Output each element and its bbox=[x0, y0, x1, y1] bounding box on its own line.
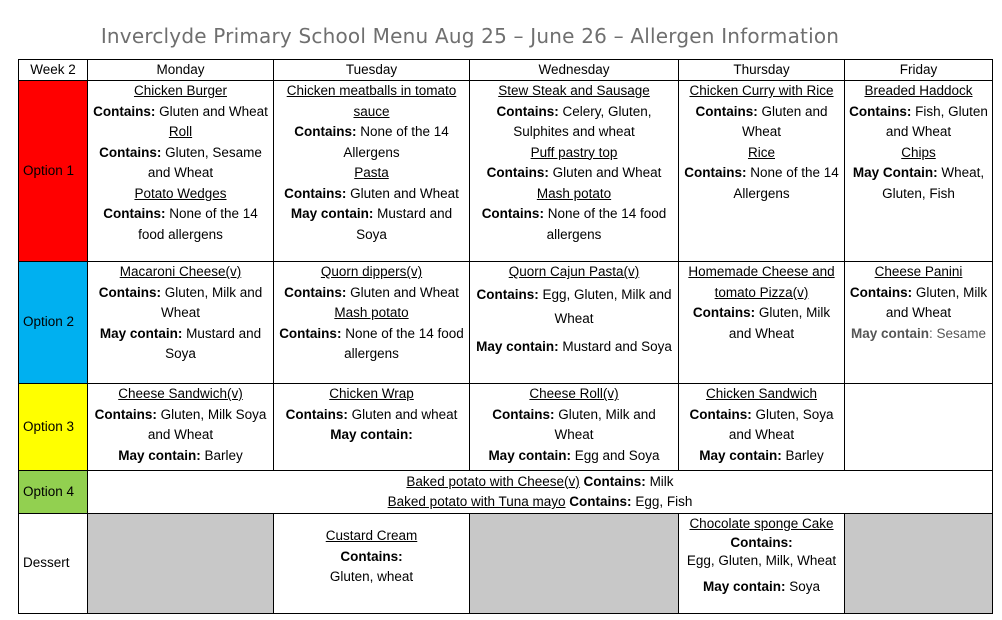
allergen-info: Contains: Gluten and wheat bbox=[285, 406, 458, 422]
allergen-info: Contains: None of the 14 food allergens bbox=[279, 325, 464, 361]
week-label: Week 2 bbox=[19, 60, 88, 81]
contains-label: Contains: bbox=[730, 534, 793, 550]
option2-friday-cell bbox=[845, 262, 993, 384]
allergen-info: Contains: Gluten, Milk and Wheat bbox=[492, 406, 656, 442]
allergen-info: Contains: None of the 14 food allergens bbox=[103, 206, 258, 242]
menu-item-name: Quorn Cajun Pasta(v) bbox=[508, 264, 640, 279]
menu-item-name: Cheese Sandwich(v) bbox=[118, 386, 243, 401]
option4-row bbox=[19, 471, 993, 514]
option1-tuesday-cell bbox=[274, 81, 470, 262]
menu-item: Baked potato with Cheese(v) Contains: Milk bbox=[406, 473, 674, 489]
menu-item-name: Quorn dippers(v) bbox=[320, 264, 423, 279]
menu-item-name: Chicken meatballs in tomato sauce bbox=[286, 83, 457, 119]
page-title: Inverclyde Primary School Menu Aug 25 – June 26 – Allergen Information bbox=[100, 24, 840, 48]
allergen-info: Contains: Gluten and Wheat bbox=[486, 165, 662, 180]
may-contain-info: May contain: Mustard and Soya bbox=[476, 338, 672, 354]
allergen-info: Contains: Gluten, Milk and Wheat bbox=[98, 284, 263, 320]
menu-item-name: Chicken Wrap bbox=[329, 386, 414, 401]
menu-item-name: Mash potato bbox=[334, 305, 409, 320]
allergen-info: Contains: Fish, Gluten and Wheat bbox=[849, 103, 988, 139]
menu-item-name: Roll bbox=[168, 124, 193, 139]
menu-item-name: Mash potato bbox=[536, 185, 612, 201]
may-contain-info: May contain: Barley bbox=[118, 447, 243, 463]
day-header-thursday: Thursday bbox=[679, 60, 845, 81]
menu-item-name: Cheese Roll(v) bbox=[529, 386, 619, 401]
allergen-info: Contains: Egg, Gluten, Milk and Wheat bbox=[476, 286, 672, 326]
menu-item-name: Chicken Sandwich bbox=[705, 386, 818, 401]
dessert-tuesday-cell bbox=[274, 514, 470, 614]
menu-item-name: Chicken Curry with Rice bbox=[689, 83, 834, 98]
allergen-info: Contains: Gluten, Milk and Wheat bbox=[692, 305, 831, 341]
may-contain-info: May contain: Mustard and Soya bbox=[290, 206, 453, 242]
option2-label: Option 2 bbox=[19, 262, 88, 384]
may-contain-info: May contain: bbox=[330, 427, 413, 442]
option2-monday-cell bbox=[88, 262, 274, 384]
menu-item-name: Homemade Cheese and tomato Pizza(v) bbox=[688, 264, 835, 300]
option1-friday-cell bbox=[845, 81, 993, 262]
dessert-monday-cell bbox=[88, 514, 274, 614]
menu-item-name: Stew Steak and Sausage bbox=[498, 83, 650, 98]
option3-friday-cell bbox=[845, 384, 993, 471]
may-contain-info: May contain: Barley bbox=[699, 447, 824, 463]
allergen-info: Egg, Gluten, Milk, Wheat bbox=[686, 552, 837, 568]
option2-thursday-cell bbox=[679, 262, 845, 384]
allergen-info: Contains: None of the 14 Allergens bbox=[684, 165, 839, 201]
option2-row bbox=[19, 262, 993, 384]
allergen-info: Contains: None of the 14 Allergens bbox=[294, 124, 449, 160]
dessert-wednesday-cell bbox=[470, 514, 679, 614]
menu-item-name: Macaroni Cheese(v) bbox=[119, 264, 242, 279]
may-contain-info: May contain: Egg and Soya bbox=[488, 447, 660, 463]
option3-tuesday-cell bbox=[274, 384, 470, 471]
allergen-menu-table bbox=[18, 59, 993, 614]
menu-item-name: Chips bbox=[901, 144, 936, 160]
may-contain-info: May contain: Mustard and Soya bbox=[99, 325, 262, 361]
allergen-info: Contains: Gluten, Soya and Wheat bbox=[689, 406, 834, 442]
day-header-wednesday: Wednesday bbox=[470, 60, 679, 81]
option3-monday-cell bbox=[88, 384, 274, 471]
allergen-info: Contains: Gluten and Wheat bbox=[284, 185, 459, 201]
may-contain-info: May contain: Sesame bbox=[850, 325, 987, 341]
option4-label: Option 4 bbox=[19, 471, 88, 514]
dessert-thursday-cell bbox=[679, 514, 845, 614]
may-contain-info: May contain: Soya bbox=[702, 579, 821, 594]
menu-item-name: Rice bbox=[747, 144, 775, 160]
option3-label: Option 3 bbox=[19, 384, 88, 471]
header-row bbox=[19, 60, 993, 81]
menu-item: Baked potato with Tuna mayo Contains: Egg, Fish bbox=[387, 494, 693, 509]
allergen-info: Contains: Gluten, Sesame and Wheat bbox=[99, 144, 262, 180]
option1-monday-cell bbox=[88, 81, 274, 262]
allergen-info: Contains: Celery, Gluten, Sulphites and wheat bbox=[496, 103, 652, 139]
allergen-info: Gluten, wheat bbox=[329, 569, 414, 584]
option3-row bbox=[19, 384, 993, 471]
may-contain-info: May Contain: Wheat, Gluten, Fish bbox=[852, 165, 985, 201]
menu-item-name: Cheese Panini bbox=[874, 264, 963, 279]
menu-item-name: Puff pastry top bbox=[530, 144, 618, 160]
menu-item-name: Breaded Haddock bbox=[864, 83, 973, 98]
dessert-row bbox=[19, 514, 993, 614]
option2-wednesday-cell bbox=[470, 262, 679, 384]
option1-row bbox=[19, 81, 993, 262]
option3-wednesday-cell bbox=[470, 384, 679, 471]
contains-label: Contains: bbox=[340, 548, 403, 564]
allergen-info: Contains: Gluten, Milk Soya and Wheat bbox=[94, 406, 267, 442]
day-header-friday: Friday bbox=[845, 60, 993, 81]
day-header-monday: Monday bbox=[88, 60, 274, 81]
menu-item-name: Chicken Burger bbox=[133, 83, 228, 98]
menu-item-name: Potato Wedges bbox=[134, 185, 227, 201]
option4-all-week-cell bbox=[88, 471, 993, 514]
allergen-info: Contains: Gluten, Milk and Wheat bbox=[849, 284, 988, 320]
allergen-info: Contains: Gluten and Wheat bbox=[284, 284, 459, 300]
dessert-label: Dessert bbox=[19, 514, 88, 614]
menu-item-name: Pasta bbox=[354, 165, 389, 180]
option1-wednesday-cell bbox=[470, 81, 679, 262]
day-header-tuesday: Tuesday bbox=[274, 60, 470, 81]
option3-thursday-cell bbox=[679, 384, 845, 471]
allergen-info: Contains: Gluten and Wheat bbox=[93, 103, 268, 119]
dessert-friday-cell bbox=[845, 514, 993, 614]
allergen-info: Contains: None of the 14 food allergens bbox=[481, 206, 667, 242]
option1-thursday-cell bbox=[679, 81, 845, 262]
menu-item-name: Chocolate sponge Cake bbox=[689, 516, 834, 531]
option2-tuesday-cell bbox=[274, 262, 470, 384]
menu-item-name: Custard Cream bbox=[325, 528, 418, 543]
allergen-info: Contains: Gluten and Wheat bbox=[695, 103, 828, 139]
option1-label: Option 1 bbox=[19, 81, 88, 262]
